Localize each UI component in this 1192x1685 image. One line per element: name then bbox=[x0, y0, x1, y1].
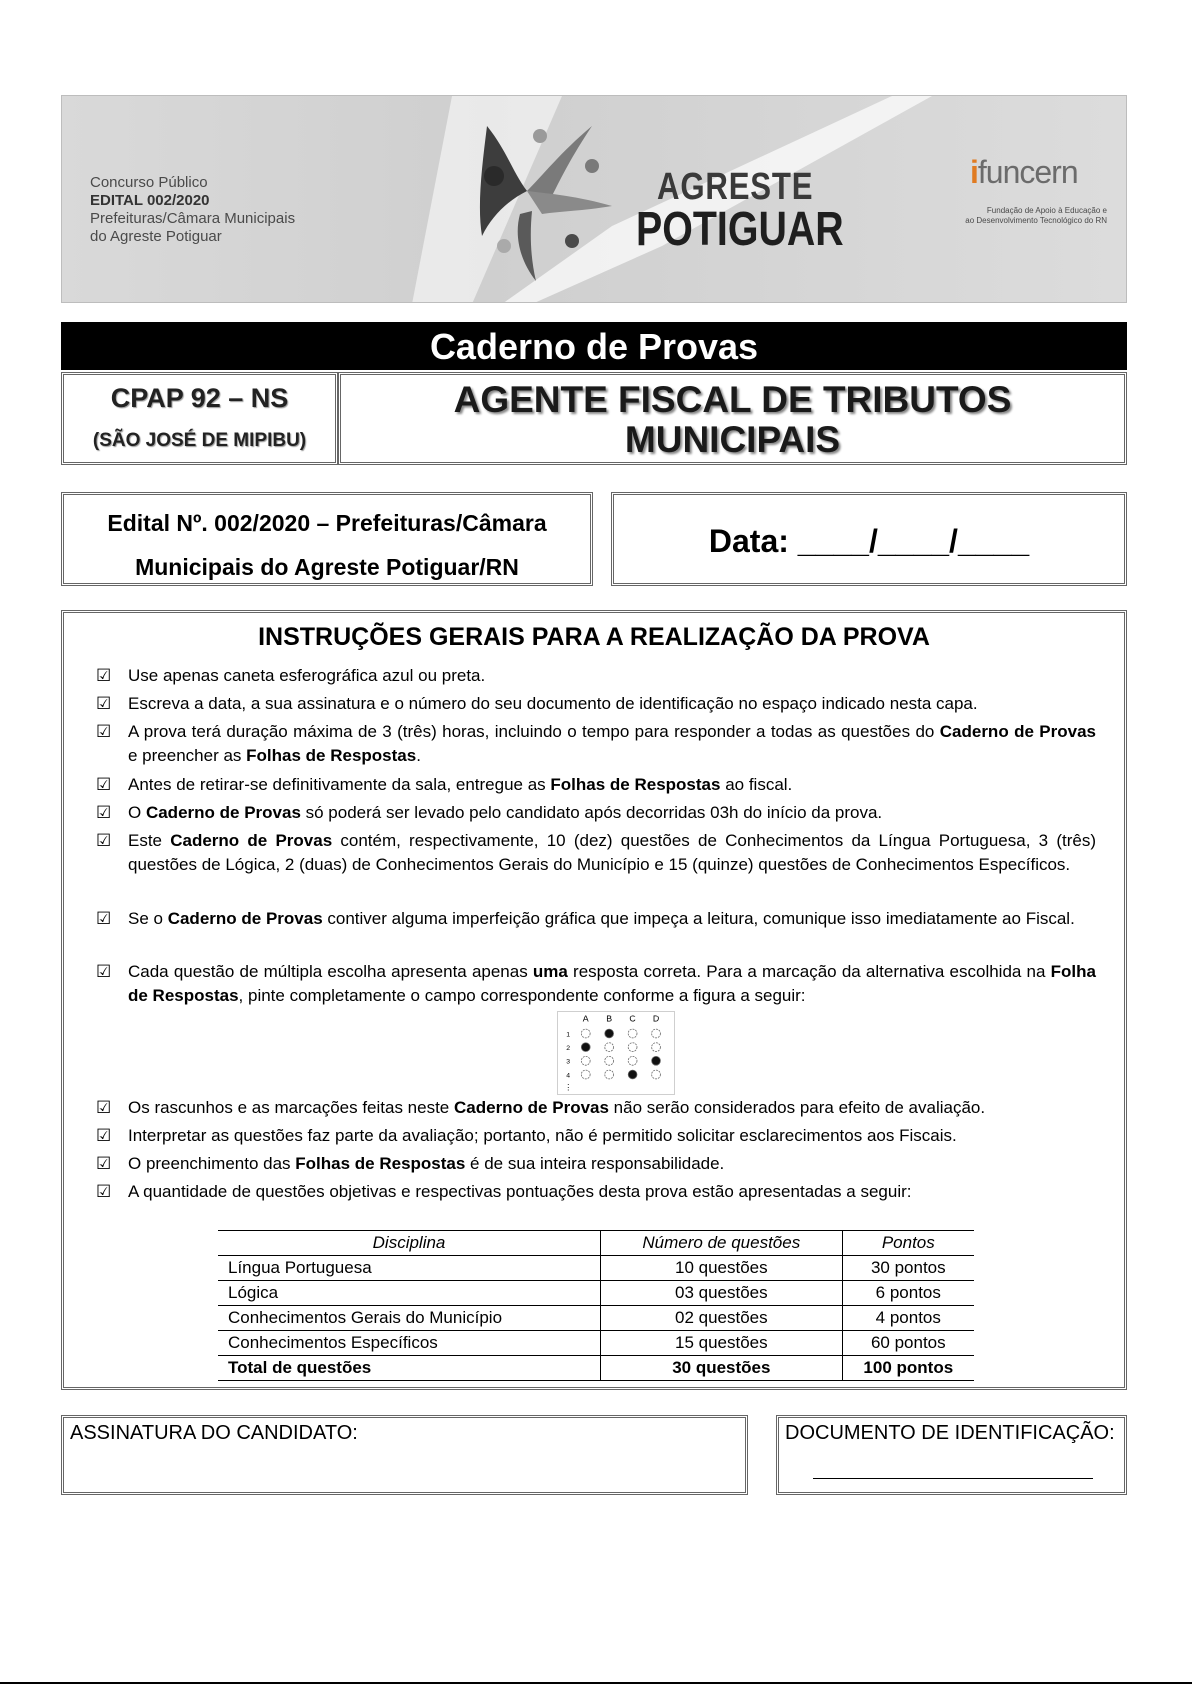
instruction-text: A prova terá duração máxima de 3 (três) horas, incluindo o tempo para responder a todas as questões do Caderno de Provas e preencher as Folhas de Respostas. bbox=[128, 722, 1096, 765]
date-field[interactable]: Data: ____/____/____ bbox=[708, 523, 1030, 559]
banner-line: do Agreste Potiguar bbox=[90, 228, 222, 245]
table-row bbox=[218, 1281, 974, 1306]
instruction-text: Este Caderno de Provas contém, respectivamente, 10 (dez) questões de Conhecimentos da Língua Portuguesa, 3 (três) questões de Lógica, 2 (duas) de Conhecimentos Gerais do Município e 15 (quinze) questões de Conhecimentos Específicos. bbox=[128, 831, 1096, 874]
funcern-logo-i: i bbox=[970, 154, 978, 190]
instruction-item bbox=[96, 773, 1096, 797]
checked-box-icon: ☑ bbox=[96, 803, 112, 822]
table-cell: Total de questões bbox=[218, 1356, 601, 1381]
page-title: Caderno de Provas bbox=[61, 322, 1127, 370]
instruction-text: A quantidade de questões objetivas e respectivas pontuações desta prova estão apresentadas a seguir: bbox=[128, 1182, 912, 1201]
instruction-text: Os rascunhos e as marcações feitas neste Caderno de Provas não serão considerados para efeito de avaliação. bbox=[128, 1098, 986, 1117]
bubble-empty bbox=[605, 1056, 614, 1065]
checked-box-icon: ☑ bbox=[96, 1154, 112, 1173]
brand-name-line2: POTIGUAR bbox=[636, 203, 844, 256]
bubble-filled bbox=[605, 1029, 614, 1038]
instruction-item bbox=[96, 692, 1096, 716]
instruction-item bbox=[96, 801, 1096, 825]
bubble-row-label: 4 bbox=[566, 1072, 571, 1080]
checked-box-icon: ☑ bbox=[96, 1098, 112, 1117]
bubble-empty bbox=[605, 1070, 614, 1079]
bubble-empty bbox=[581, 1056, 590, 1065]
bubble-column-label: C bbox=[629, 1013, 636, 1024]
funcern-logo-name: funcern bbox=[977, 154, 1078, 190]
bubble-continuation-dots: ⋮ bbox=[564, 1083, 573, 1093]
banner-line: Concurso Público bbox=[90, 174, 208, 191]
document-id-label: DOCUMENTO DE IDENTIFICAÇÃO: bbox=[785, 1422, 1115, 1444]
table-cell: 10 questões bbox=[601, 1256, 843, 1281]
date-box bbox=[611, 492, 1127, 586]
instruction-item bbox=[96, 1096, 1096, 1120]
signature-label: ASSINATURA DO CANDIDATO: bbox=[70, 1422, 358, 1444]
table-cell: 30 pontos bbox=[842, 1256, 974, 1281]
job-title-line2: MUNICIPAIS bbox=[624, 419, 841, 460]
checked-box-icon: ☑ bbox=[96, 694, 112, 713]
bubble-filled bbox=[581, 1043, 590, 1052]
bubble-empty bbox=[628, 1043, 637, 1052]
table-row bbox=[218, 1256, 974, 1281]
exam-code-box bbox=[61, 372, 338, 465]
checked-box-icon: ☑ bbox=[96, 775, 112, 794]
bubble-empty bbox=[605, 1043, 614, 1052]
bubble-filled bbox=[628, 1070, 637, 1079]
edital-line2: Municipais do Agreste Potiguar/RN bbox=[135, 554, 519, 580]
bubble-column-label: D bbox=[652, 1013, 660, 1024]
answer-sheet-example bbox=[557, 1011, 675, 1095]
instruction-item bbox=[96, 664, 1096, 688]
funcern-subtitle-line: Fundação de Apoio à Educação e bbox=[986, 206, 1107, 215]
instructions-title: INSTRUÇÕES GERAIS PARA A REALIZAÇÃO DA PROVA bbox=[258, 623, 930, 651]
bubble-empty bbox=[652, 1043, 661, 1052]
table-cell: Lógica bbox=[218, 1281, 601, 1306]
instruction-text: Antes de retirar-se definitivamente da sala, entregue as Folhas de Respostas ao fiscal. bbox=[128, 775, 793, 794]
job-title-line1: AGENTE FISCAL DE TRIBUTOS bbox=[453, 379, 1012, 420]
bubble-empty bbox=[581, 1029, 590, 1038]
bubble-column-label: B bbox=[606, 1013, 613, 1024]
bubble-row-label: 3 bbox=[566, 1058, 571, 1066]
table-cell: 4 pontos bbox=[842, 1306, 974, 1331]
instruction-item bbox=[96, 1124, 1096, 1148]
column-header: Número de questões bbox=[601, 1231, 843, 1256]
instruction-text: O Caderno de Provas só poderá ser levado pelo candidato após decorridas 03h do início da prova. bbox=[128, 803, 883, 822]
signature-box[interactable] bbox=[61, 1415, 748, 1495]
checked-box-icon: ☑ bbox=[96, 909, 112, 928]
banner-line: Prefeituras/Câmara Municipais bbox=[90, 210, 296, 227]
job-title-box bbox=[338, 372, 1127, 465]
checked-box-icon: ☑ bbox=[96, 831, 112, 850]
instruction-text: Cada questão de múltipla escolha apresenta apenas uma resposta correta. Para a marcação da alternativa escolhida na Folha de Respostas, pinte completamente o campo correspondente conforme a figura a seguir: bbox=[128, 962, 1096, 1005]
instruction-text: Interpretar as questões faz parte da avaliação; portanto, não é permitido solicitar esclarecimentos aos Fiscais. bbox=[128, 1126, 957, 1145]
table-cell: 15 questões bbox=[601, 1331, 843, 1356]
table-cell: 03 questões bbox=[601, 1281, 843, 1306]
header-banner bbox=[61, 95, 1127, 303]
table-total-row bbox=[218, 1356, 974, 1381]
column-header: Disciplina bbox=[218, 1231, 601, 1256]
bubble-empty bbox=[652, 1070, 661, 1079]
table-cell: 02 questões bbox=[601, 1306, 843, 1331]
instruction-text: Escreva a data, a sua assinatura e o número do seu documento de identificação no espaço indicado nesta capa. bbox=[128, 694, 978, 713]
bubble-empty bbox=[628, 1056, 637, 1065]
table-row bbox=[218, 1306, 974, 1331]
exam-location: (SÃO JOSÉ DE MIPIBU) bbox=[92, 430, 307, 451]
document-id-line bbox=[813, 1478, 1093, 1479]
instruction-item bbox=[96, 960, 1096, 1008]
table-row bbox=[218, 1331, 974, 1356]
funcern-subtitle-line: ao Desenvolvimento Tecnológico do RN bbox=[965, 216, 1107, 225]
table-cell: 60 pontos bbox=[842, 1331, 974, 1356]
table-cell: Conhecimentos Específicos bbox=[218, 1331, 601, 1356]
checked-box-icon: ☑ bbox=[96, 1126, 112, 1145]
document-id-box[interactable] bbox=[776, 1415, 1127, 1495]
instruction-item bbox=[96, 907, 1096, 931]
table-cell: Conhecimentos Gerais do Município bbox=[218, 1306, 601, 1331]
instruction-item bbox=[96, 1180, 1096, 1204]
table-cell: 30 questões bbox=[601, 1356, 843, 1381]
bubble-column-label: A bbox=[582, 1013, 589, 1024]
bubble-empty bbox=[628, 1029, 637, 1038]
brand-name-line1: AGRESTE bbox=[657, 166, 814, 208]
banner-line: EDITAL 002/2020 bbox=[90, 192, 210, 209]
instruction-text: Se o Caderno de Provas contiver alguma imperfeição gráfica que impeça a leitura, comunique isso imediatamente ao Fiscal. bbox=[128, 909, 1075, 928]
edital-line1: Edital Nº. 002/2020 – Prefeituras/Câmara bbox=[107, 510, 547, 536]
column-header: Pontos bbox=[842, 1231, 974, 1256]
bubble-empty bbox=[581, 1070, 590, 1079]
instruction-item bbox=[96, 829, 1096, 877]
checked-box-icon: ☑ bbox=[96, 666, 112, 685]
banner-contest-info bbox=[90, 174, 295, 246]
checked-box-icon: ☑ bbox=[96, 962, 112, 981]
instruction-item bbox=[96, 720, 1096, 768]
questions-table bbox=[218, 1230, 974, 1381]
table-cell: 6 pontos bbox=[842, 1281, 974, 1306]
bubble-row-label: 2 bbox=[566, 1045, 571, 1053]
checked-box-icon: ☑ bbox=[96, 1182, 112, 1201]
table-cell: 100 pontos bbox=[842, 1356, 974, 1381]
exam-code: CPAP 92 – NS bbox=[110, 383, 289, 413]
instructions-box bbox=[61, 610, 1127, 1390]
instruction-item bbox=[96, 1152, 1096, 1176]
bubble-row-label: 1 bbox=[566, 1031, 571, 1039]
bubble-filled bbox=[652, 1056, 661, 1065]
bubble-empty bbox=[652, 1029, 661, 1038]
page-bottom-rule bbox=[0, 1682, 1192, 1684]
table-cell: Língua Portuguesa bbox=[218, 1256, 601, 1281]
checked-box-icon: ☑ bbox=[96, 722, 112, 741]
instruction-text: O preenchimento das Folhas de Respostas é de sua inteira responsabilidade. bbox=[128, 1154, 725, 1173]
instruction-text: Use apenas caneta esferográfica azul ou preta. bbox=[128, 666, 486, 685]
funcern-logo bbox=[970, 154, 1078, 191]
table-header-row bbox=[218, 1231, 974, 1256]
funcern-subtitle bbox=[932, 206, 1107, 226]
edital-box bbox=[61, 492, 593, 586]
